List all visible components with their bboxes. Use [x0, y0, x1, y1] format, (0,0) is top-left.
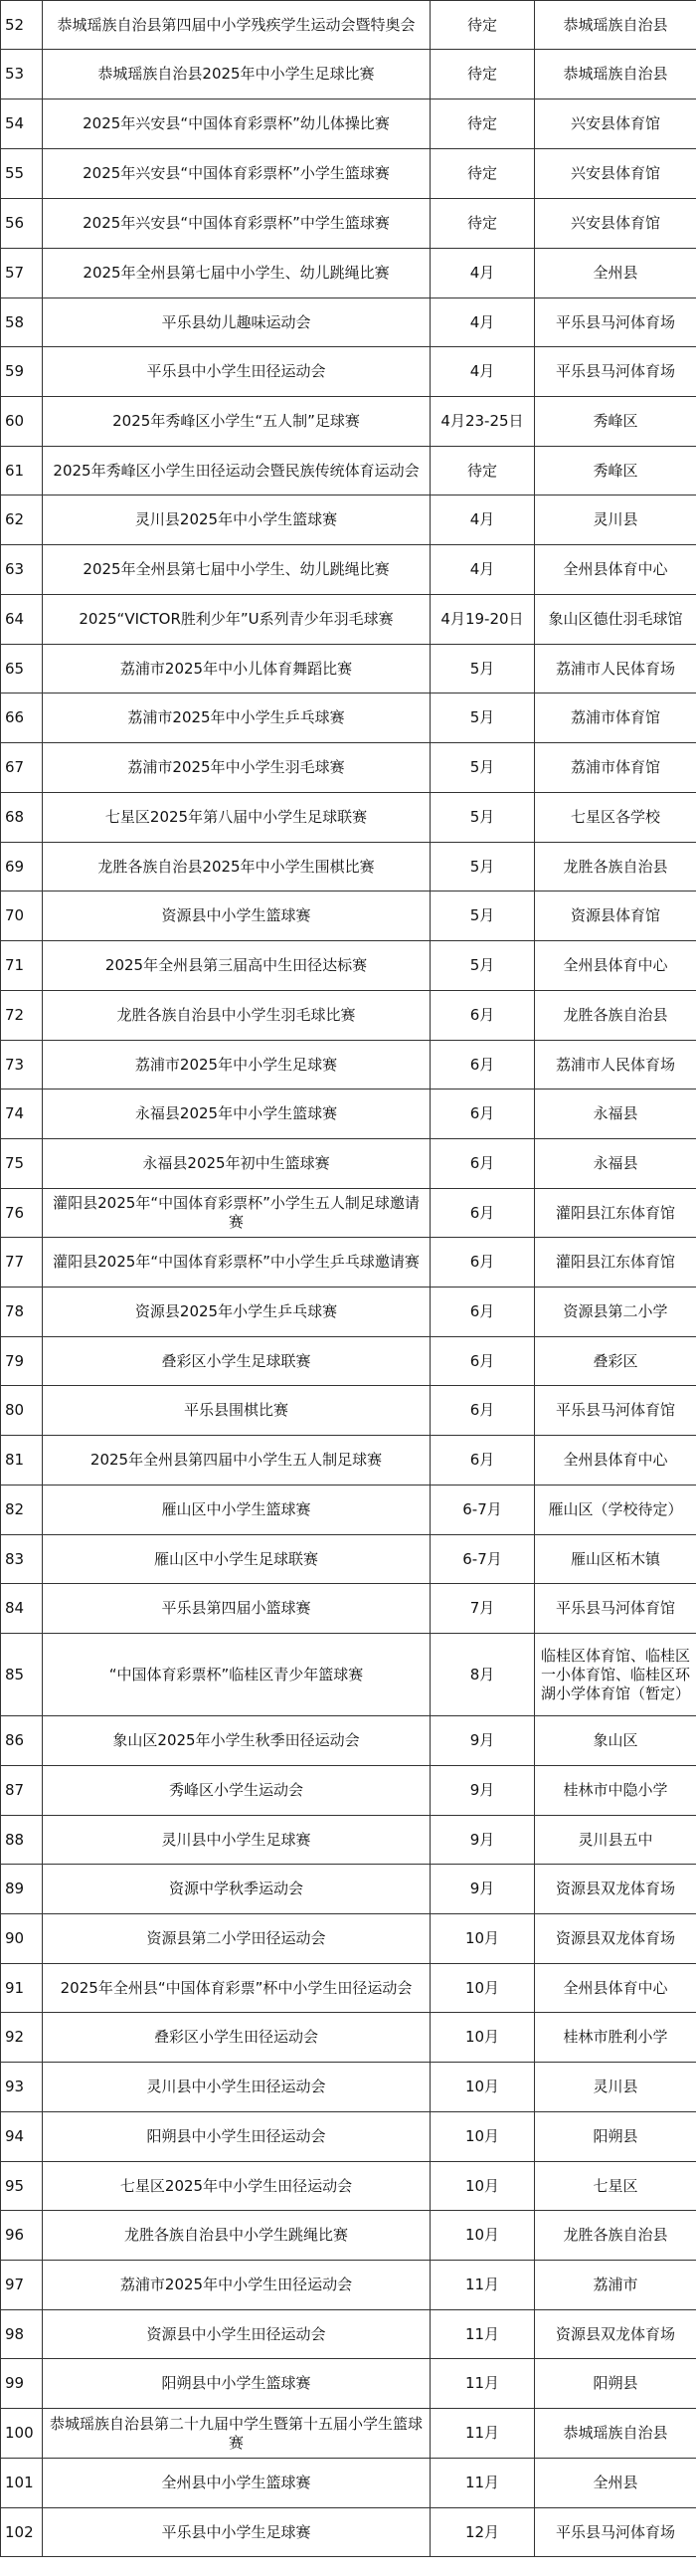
table-row [1, 2063, 696, 2112]
table-row [1, 1238, 696, 1288]
cell-event-name: 2025“VICTOR胜利少年”U系列青少年羽毛球赛 [43, 595, 431, 645]
cell-number: 78 [1, 1288, 43, 1337]
table-row [1, 1716, 696, 1766]
cell-time: 11月 [431, 2459, 535, 2508]
cell-venue: 灌阳县江东体育馆 [535, 1238, 696, 1288]
cell-time: 10月 [431, 1914, 535, 1964]
table-row [1, 1914, 696, 1964]
cell-time: 10月 [431, 2162, 535, 2211]
table-row [1, 2359, 696, 2409]
table-row [1, 793, 696, 843]
cell-number: 57 [1, 249, 43, 298]
cell-event-name: 平乐县第四届小篮球赛 [43, 1584, 431, 1634]
cell-time: 6月 [431, 1288, 535, 1337]
cell-venue: 灵川县 [535, 495, 696, 545]
cell-number: 82 [1, 1486, 43, 1535]
cell-number: 64 [1, 595, 43, 645]
table-row [1, 2112, 696, 2162]
cell-venue: 平乐县马河体育场 [535, 2508, 696, 2557]
cell-time: 11月 [431, 2409, 535, 2459]
table-row [1, 1436, 696, 1486]
cell-event-name: 平乐县围棋比赛 [43, 1386, 431, 1436]
cell-number: 72 [1, 991, 43, 1041]
cell-time: 待定 [431, 99, 535, 149]
cell-number: 90 [1, 1914, 43, 1964]
table-row [1, 1766, 696, 1816]
cell-event-name: 阳朔县中小学生田径运动会 [43, 2112, 431, 2162]
cell-number: 66 [1, 694, 43, 743]
cell-venue: 全州县体育中心 [535, 1436, 696, 1486]
cell-number: 89 [1, 1865, 43, 1914]
cell-number: 83 [1, 1535, 43, 1584]
table-row [1, 1584, 696, 1634]
cell-number: 59 [1, 347, 43, 397]
cell-time: 10月 [431, 2013, 535, 2063]
cell-venue: 恭城瑶族自治县 [535, 2409, 696, 2459]
table-row [1, 447, 696, 495]
cell-venue: 荔浦市体育馆 [535, 694, 696, 743]
cell-time: 10月 [431, 2211, 535, 2261]
cell-time: 9月 [431, 1766, 535, 1816]
cell-number: 100 [1, 2409, 43, 2459]
table-row [1, 645, 696, 694]
table-row [1, 50, 696, 99]
cell-venue: 恭城瑶族自治县 [535, 1, 696, 50]
cell-time: 10月 [431, 2112, 535, 2162]
cell-number: 70 [1, 892, 43, 941]
cell-venue: 全州县体育中心 [535, 1964, 696, 2013]
cell-number: 85 [1, 1634, 43, 1716]
table-row [1, 149, 696, 199]
table-row [1, 1816, 696, 1865]
cell-event-name: 荔浦市2025年中小学生乒乓球赛 [43, 694, 431, 743]
cell-venue: 平乐县马河体育场 [535, 347, 696, 397]
cell-time: 5月 [431, 694, 535, 743]
cell-time: 4月 [431, 249, 535, 298]
table-row [1, 1535, 696, 1584]
cell-time: 6-7月 [431, 1486, 535, 1535]
table-row [1, 1090, 696, 1139]
cell-number: 73 [1, 1041, 43, 1090]
cell-event-name: 七星区2025年中小学生田径运动会 [43, 2162, 431, 2211]
table-row [1, 249, 696, 298]
cell-event-name: 永福县2025年初中生篮球赛 [43, 1139, 431, 1189]
cell-event-name: 2025年兴安县“中国体育彩票杯”小学生篮球赛 [43, 149, 431, 199]
cell-event-name: 阳朔县中小学生篮球赛 [43, 2359, 431, 2409]
cell-venue: 资源县第二小学 [535, 1288, 696, 1337]
cell-event-name: 秀峰区小学生运动会 [43, 1766, 431, 1816]
table-row [1, 1139, 696, 1189]
cell-number: 76 [1, 1189, 43, 1238]
cell-event-name: 灌阳县2025年“中国体育彩票杯”中小学生乒乓球邀请赛 [43, 1238, 431, 1288]
cell-time: 待定 [431, 149, 535, 199]
cell-number: 92 [1, 2013, 43, 2063]
cell-number: 67 [1, 743, 43, 793]
cell-number: 97 [1, 2261, 43, 2310]
table-row [1, 545, 696, 595]
cell-venue: 兴安县体育馆 [535, 99, 696, 149]
cell-venue: 秀峰区 [535, 397, 696, 447]
cell-time: 8月 [431, 1634, 535, 1716]
cell-venue: 平乐县马河体育场 [535, 298, 696, 347]
cell-time: 4月 [431, 347, 535, 397]
cell-event-name: 荔浦市2025年中小学生足球赛 [43, 1041, 431, 1090]
cell-time: 9月 [431, 1716, 535, 1766]
cell-event-name: 七星区2025年第八届中小学生足球联赛 [43, 793, 431, 843]
cell-time: 待定 [431, 447, 535, 495]
cell-time: 5月 [431, 743, 535, 793]
cell-event-name: 龙胜各族自治县中小学生跳绳比赛 [43, 2211, 431, 2261]
cell-venue: 叠彩区 [535, 1337, 696, 1386]
cell-event-name: 2025年秀峰区小学生田径运动会暨民族传统体育运动会 [43, 447, 431, 495]
cell-number: 96 [1, 2211, 43, 2261]
cell-time: 11月 [431, 2261, 535, 2310]
cell-number: 74 [1, 1090, 43, 1139]
cell-time: 5月 [431, 645, 535, 694]
cell-time: 待定 [431, 50, 535, 99]
cell-time: 4月 [431, 298, 535, 347]
cell-venue: 平乐县马河体育馆 [535, 1584, 696, 1634]
cell-time: 5月 [431, 941, 535, 991]
cell-time: 7月 [431, 1584, 535, 1634]
cell-event-name: “中国体育彩票杯”临桂区青少年篮球赛 [43, 1634, 431, 1716]
table-row [1, 2310, 696, 2359]
cell-venue: 恭城瑶族自治县 [535, 50, 696, 99]
cell-venue: 全州县体育中心 [535, 941, 696, 991]
cell-venue: 资源县体育馆 [535, 892, 696, 941]
cell-number: 58 [1, 298, 43, 347]
cell-time: 9月 [431, 1816, 535, 1865]
cell-time: 待定 [431, 1, 535, 50]
cell-venue: 永福县 [535, 1139, 696, 1189]
table-row [1, 347, 696, 397]
cell-time: 11月 [431, 2310, 535, 2359]
cell-time: 6月 [431, 1386, 535, 1436]
table-row [1, 2508, 696, 2557]
cell-number: 77 [1, 1238, 43, 1288]
cell-event-name: 荔浦市2025年中小学生田径运动会 [43, 2261, 431, 2310]
table-row [1, 1865, 696, 1914]
table-row [1, 495, 696, 545]
cell-venue: 全州县体育中心 [535, 545, 696, 595]
cell-number: 71 [1, 941, 43, 991]
cell-time: 11月 [431, 2359, 535, 2409]
cell-venue: 七星区各学校 [535, 793, 696, 843]
events-table-body [1, 1, 696, 2557]
table-row [1, 991, 696, 1041]
cell-number: 61 [1, 447, 43, 495]
table-row [1, 1189, 696, 1238]
cell-time: 4月23-25日 [431, 397, 535, 447]
cell-event-name: 平乐县中小学生足球赛 [43, 2508, 431, 2557]
cell-number: 60 [1, 397, 43, 447]
cell-event-name: 资源中学秋季运动会 [43, 1865, 431, 1914]
cell-event-name: 荔浦市2025年中小儿体育舞蹈比赛 [43, 645, 431, 694]
cell-event-name: 龙胜各族自治县中小学生羽毛球比赛 [43, 991, 431, 1041]
cell-number: 95 [1, 2162, 43, 2211]
table-row [1, 397, 696, 447]
cell-time: 6月 [431, 1090, 535, 1139]
table-row [1, 2261, 696, 2310]
cell-number: 55 [1, 149, 43, 199]
cell-event-name: 雁山区中小学生足球联赛 [43, 1535, 431, 1584]
cell-venue: 荔浦市 [535, 2261, 696, 2310]
cell-number: 69 [1, 843, 43, 892]
cell-event-name: 叠彩区小学生足球联赛 [43, 1337, 431, 1386]
cell-venue: 桂林市中隐小学 [535, 1766, 696, 1816]
table-row [1, 199, 696, 249]
cell-venue: 桂林市胜利小学 [535, 2013, 696, 2063]
cell-number: 88 [1, 1816, 43, 1865]
cell-number: 63 [1, 545, 43, 595]
cell-time: 4月 [431, 495, 535, 545]
cell-number: 54 [1, 99, 43, 149]
cell-number: 56 [1, 199, 43, 249]
cell-venue: 资源县双龙体育场 [535, 2310, 696, 2359]
table-row [1, 2409, 696, 2459]
cell-event-name: 2025年全州县“中国体育彩票”杯中小学生田径运动会 [43, 1964, 431, 2013]
table-row [1, 941, 696, 991]
cell-number: 62 [1, 495, 43, 545]
cell-time: 6月 [431, 1436, 535, 1486]
cell-event-name: 资源县中小学生篮球赛 [43, 892, 431, 941]
cell-venue: 临桂区体育馆、临桂区一小体育馆、临桂区环湖小学体育馆（暂定） [535, 1634, 696, 1716]
cell-event-name: 灵川县中小学生足球赛 [43, 1816, 431, 1865]
cell-time: 10月 [431, 2063, 535, 2112]
cell-venue: 灵川县五中 [535, 1816, 696, 1865]
cell-event-name: 灵川县2025年中小学生篮球赛 [43, 495, 431, 545]
cell-number: 65 [1, 645, 43, 694]
table-row [1, 1634, 696, 1716]
cell-venue: 阳朔县 [535, 2359, 696, 2409]
cell-time: 6月 [431, 1139, 535, 1189]
cell-number: 102 [1, 2508, 43, 2557]
cell-number: 75 [1, 1139, 43, 1189]
cell-event-name: 恭城瑶族自治县2025年中小学生足球比赛 [43, 50, 431, 99]
cell-venue: 荔浦市人民体育场 [535, 1041, 696, 1090]
cell-venue: 雁山区（学校待定） [535, 1486, 696, 1535]
cell-event-name: 平乐县幼儿趣味运动会 [43, 298, 431, 347]
cell-venue: 雁山区柘木镇 [535, 1535, 696, 1584]
cell-event-name: 全州县中小学生篮球赛 [43, 2459, 431, 2508]
table-row [1, 595, 696, 645]
cell-venue: 灌阳县江东体育馆 [535, 1189, 696, 1238]
cell-time: 6月 [431, 1041, 535, 1090]
cell-time: 9月 [431, 1865, 535, 1914]
cell-venue: 阳朔县 [535, 2112, 696, 2162]
cell-venue: 龙胜各族自治县 [535, 843, 696, 892]
table-row [1, 99, 696, 149]
cell-venue: 象山区 [535, 1716, 696, 1766]
cell-time: 5月 [431, 793, 535, 843]
table-row [1, 1, 696, 50]
cell-venue: 秀峰区 [535, 447, 696, 495]
cell-time: 6-7月 [431, 1535, 535, 1584]
cell-event-name: 灌阳县2025年“中国体育彩票杯”小学生五人制足球邀请赛 [43, 1189, 431, 1238]
cell-event-name: 2025年全州县第三届高中生田径达标赛 [43, 941, 431, 991]
cell-event-name: 平乐县中小学生田径运动会 [43, 347, 431, 397]
cell-venue: 七星区 [535, 2162, 696, 2211]
table-row [1, 2211, 696, 2261]
cell-number: 81 [1, 1436, 43, 1486]
table-row [1, 1041, 696, 1090]
cell-event-name: 2025年全州县第四届中小学生五人制足球赛 [43, 1436, 431, 1486]
cell-event-name: 2025年兴安县“中国体育彩票杯”中学生篮球赛 [43, 199, 431, 249]
cell-venue: 平乐县马河体育馆 [535, 1386, 696, 1436]
cell-event-name: 资源县2025年小学生乒乓球赛 [43, 1288, 431, 1337]
table-row [1, 2013, 696, 2063]
table-row [1, 1964, 696, 2013]
cell-venue: 龙胜各族自治县 [535, 991, 696, 1041]
cell-event-name: 永福县2025年中小学生篮球赛 [43, 1090, 431, 1139]
table-row [1, 843, 696, 892]
cell-number: 80 [1, 1386, 43, 1436]
table-row [1, 892, 696, 941]
cell-event-name: 灵川县中小学生田径运动会 [43, 2063, 431, 2112]
cell-event-name: 2025年全州县第七届中小学生、幼儿跳绳比赛 [43, 249, 431, 298]
cell-event-name: 龙胜各族自治县2025年中小学生围棋比赛 [43, 843, 431, 892]
cell-number: 98 [1, 2310, 43, 2359]
cell-event-name: 恭城瑶族自治县第二十九届中学生暨第十五届小学生篮球赛 [43, 2409, 431, 2459]
table-row [1, 2459, 696, 2508]
cell-time: 待定 [431, 199, 535, 249]
table-row [1, 694, 696, 743]
cell-number: 79 [1, 1337, 43, 1386]
table-row [1, 743, 696, 793]
cell-venue: 龙胜各族自治县 [535, 2211, 696, 2261]
table-row [1, 1386, 696, 1436]
cell-event-name: 雁山区中小学生篮球赛 [43, 1486, 431, 1535]
cell-event-name: 2025年兴安县“中国体育彩票杯”幼儿体操比赛 [43, 99, 431, 149]
table-row [1, 1337, 696, 1386]
cell-event-name: 2025年秀峰区小学生“五人制”足球赛 [43, 397, 431, 447]
cell-number: 87 [1, 1766, 43, 1816]
table-row [1, 298, 696, 347]
cell-number: 91 [1, 1964, 43, 2013]
cell-venue: 兴安县体育馆 [535, 199, 696, 249]
cell-event-name: 叠彩区小学生田径运动会 [43, 2013, 431, 2063]
cell-number: 94 [1, 2112, 43, 2162]
cell-number: 93 [1, 2063, 43, 2112]
cell-venue: 资源县双龙体育场 [535, 1914, 696, 1964]
cell-number: 86 [1, 1716, 43, 1766]
cell-time: 6月 [431, 1238, 535, 1288]
table-row [1, 2162, 696, 2211]
cell-time: 12月 [431, 2508, 535, 2557]
cell-time: 6月 [431, 1337, 535, 1386]
cell-time: 6月 [431, 991, 535, 1041]
cell-number: 101 [1, 2459, 43, 2508]
cell-venue: 全州县 [535, 249, 696, 298]
cell-time: 4月 [431, 545, 535, 595]
cell-venue: 全州县 [535, 2459, 696, 2508]
cell-event-name: 恭城瑶族自治县第四届中小学残疾学生运动会暨特奥会 [43, 1, 431, 50]
cell-venue: 永福县 [535, 1090, 696, 1139]
cell-number: 53 [1, 50, 43, 99]
cell-event-name: 资源县第二小学田径运动会 [43, 1914, 431, 1964]
cell-number: 52 [1, 1, 43, 50]
table-row [1, 1288, 696, 1337]
cell-event-name: 荔浦市2025年中小学生羽毛球赛 [43, 743, 431, 793]
table-row [1, 1486, 696, 1535]
cell-number: 68 [1, 793, 43, 843]
cell-event-name: 资源县中小学生田径运动会 [43, 2310, 431, 2359]
cell-time: 5月 [431, 843, 535, 892]
cell-venue: 象山区德仕羽毛球馆 [535, 595, 696, 645]
cell-venue: 兴安县体育馆 [535, 149, 696, 199]
cell-venue: 灵川县 [535, 2063, 696, 2112]
cell-time: 10月 [431, 1964, 535, 2013]
cell-venue: 荔浦市体育馆 [535, 743, 696, 793]
cell-venue: 荔浦市人民体育场 [535, 645, 696, 694]
cell-event-name: 2025年全州县第七届中小学生、幼儿跳绳比赛 [43, 545, 431, 595]
cell-time: 4月19-20日 [431, 595, 535, 645]
cell-venue: 资源县双龙体育场 [535, 1865, 696, 1914]
cell-number: 99 [1, 2359, 43, 2409]
cell-time: 6月 [431, 1189, 535, 1238]
cell-event-name: 象山区2025年小学生秋季田径运动会 [43, 1716, 431, 1766]
cell-time: 5月 [431, 892, 535, 941]
cell-number: 84 [1, 1584, 43, 1634]
